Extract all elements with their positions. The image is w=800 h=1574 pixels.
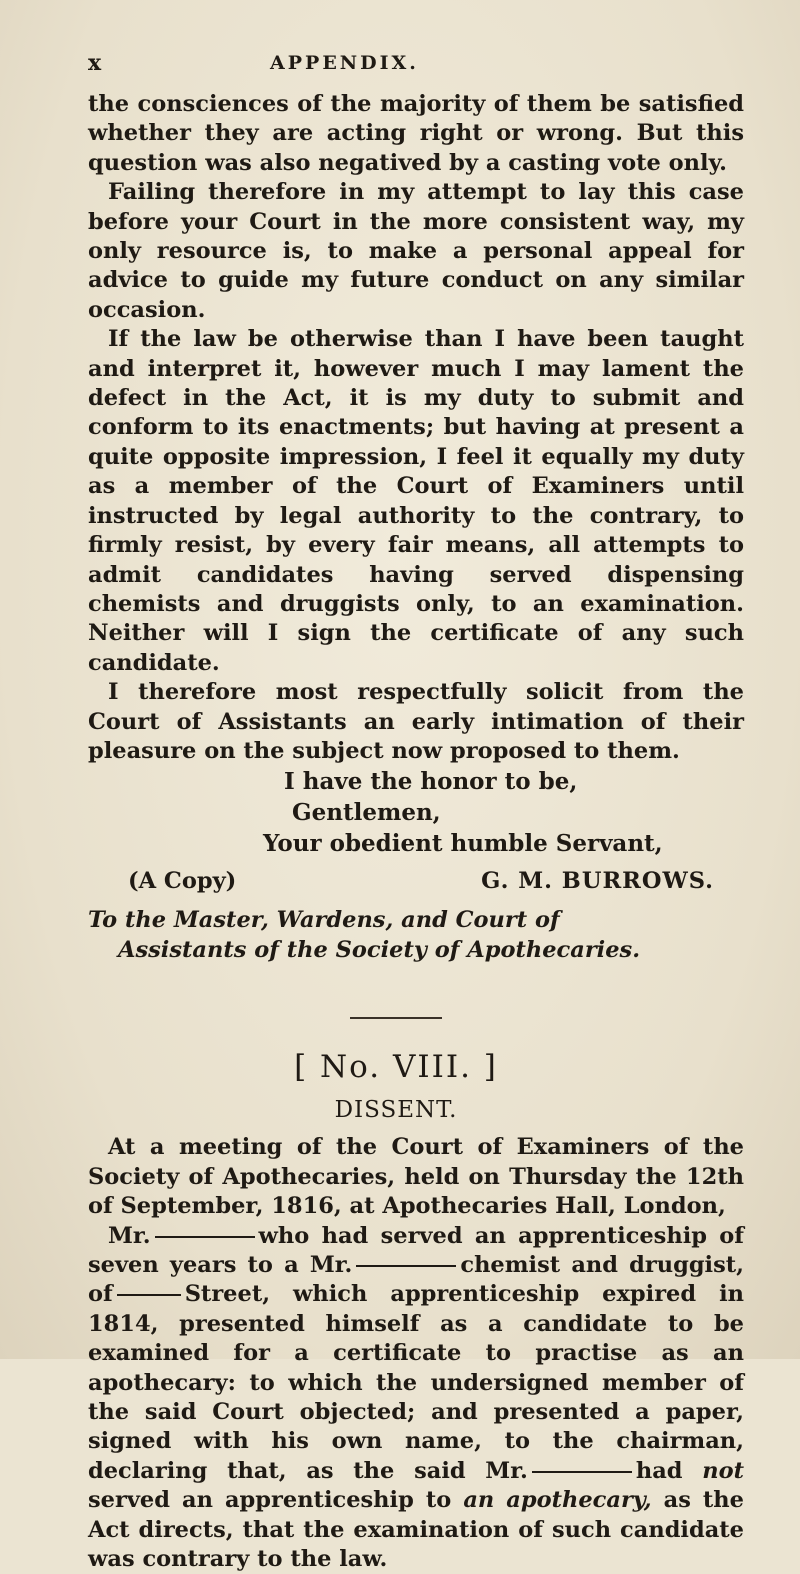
closing-servant: Your obedient humble Servant, — [263, 830, 663, 858]
dissent-paragraph-1: At a meeting of the Court of Examiners of the Society of Apothecaries, held on Thursday the 12th of September, 1816, at Apothecaries Hall, London, — [88, 1134, 744, 1220]
page-number: x — [88, 50, 102, 76]
dissent-text-emphasis: not — [702, 1457, 744, 1484]
name-blank — [155, 1236, 255, 1238]
address-line-2: Assistants of the Society of Apothecaries. — [118, 937, 641, 964]
signature: G. M. BURROWS. — [481, 868, 714, 895]
dissent-text-a: Mr. — [108, 1222, 151, 1249]
dissent-text-d: Street, which apprenticeship expired in 1814, presented himself as a candidate to be examined for a certificate to practise as an apothecary: to which the undersigned member of the said Court objected; and presented a paper, signed with his own name, to the chairman, declaring that, as the said Mr. — [88, 1281, 744, 1484]
section-divider — [350, 1017, 442, 1019]
copy-note: (A Copy) — [128, 868, 237, 895]
dissent-text-i: as the Act directs, that the examination of such candidate was contrary to the law. — [88, 1487, 744, 1573]
address-line-1: To the Master, Wardens, and Court of — [88, 907, 560, 934]
dissent-text-e: had — [635, 1457, 683, 1484]
dissent-body — [88, 1133, 744, 1574]
dissent-text-c: chemist and druggist, of — [88, 1251, 745, 1308]
signature-line — [88, 865, 744, 897]
running-head: APPENDIX. — [270, 52, 419, 74]
dissent-text-g: served an apprenticeship to — [88, 1487, 452, 1514]
letter-paragraph-1: the consciences of the majority of them be satisfied whether they are acting right or wrong. But this question was also negatived by a casting vote only. — [88, 91, 744, 176]
letter-paragraph-3: If the law be otherwise than I have been taught and interpret it, however much I may lament the defect in the Act, it is my duty to submit and conform to its enactments; but having at present a quite opposite impression, I feel it equally my duty as a member of the Court of Examiners until instructed by legal authority to the contrary, to firmly resist, by every fair means, all attempts to admit candidates having served dispensing chemists and druggists only, to an examination. Neither will I sign the certificate of any such candidate. — [88, 326, 744, 676]
letter-paragraph-4: I therefore most respectfully solicit from the Court of Assistants an early intimation of their pleasure on the subject now proposed to them. — [88, 679, 744, 764]
page-header — [88, 50, 744, 90]
section-number: [ No. VIII. ] — [294, 1049, 498, 1086]
dissent-text-italic: an apothecary, — [463, 1487, 652, 1514]
name-blank — [532, 1471, 632, 1473]
closing-salutation: Gentlemen, — [292, 799, 441, 827]
closing-honor: I have the honor to be, — [284, 768, 578, 796]
name-blank — [356, 1265, 456, 1267]
section-title: DISSENT. — [334, 1097, 458, 1124]
letter-address — [88, 905, 744, 965]
dissent-text-b: who had served an apprenticeship of seven years to a Mr. — [88, 1222, 744, 1278]
street-blank — [117, 1294, 181, 1296]
letter-paragraph-2: Failing therefore in my attempt to lay this case before your Court in the more consistent way, my only resource is, to make a personal appeal for advice to guide my future conduct on any similar occasion. — [88, 179, 744, 323]
dissent-paragraph-2 — [88, 1222, 744, 1574]
